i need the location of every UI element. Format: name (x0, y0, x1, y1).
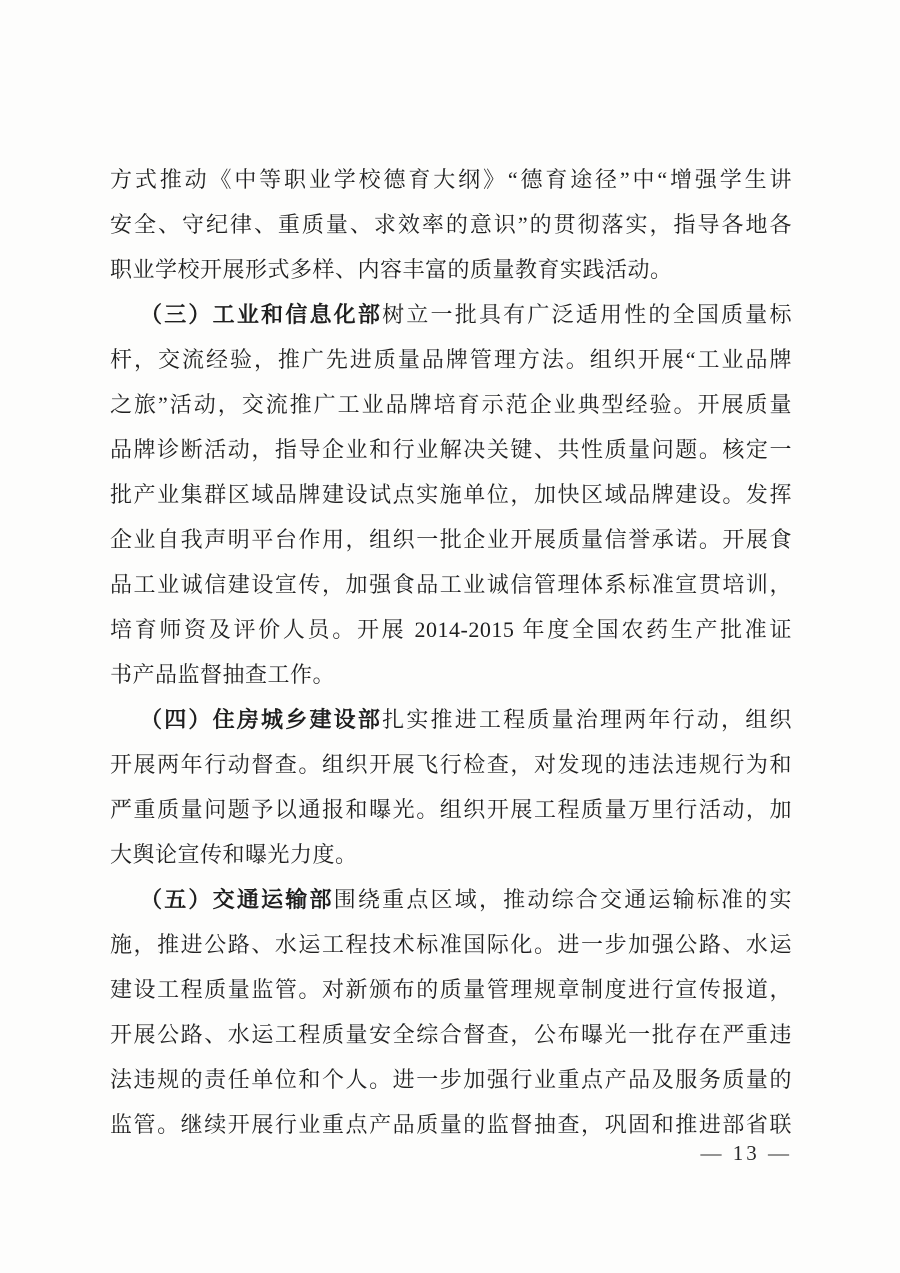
section-heading-runon-text: 扎实推进工程质量治理两年行动，组织 (382, 707, 792, 732)
section-heading-mohurd: （四）住房城乡建设部 (140, 707, 383, 732)
text-line: 品工业诚信建设宣传，加强食品工业诚信管理体系标准宣贯培训， (110, 572, 792, 597)
section-heading-runon-text: 树立一批具有广泛适用性的全国质量标 (382, 302, 792, 327)
section-heading-runon-text: 围绕重点区域，推动综合交通运输标准的实 (333, 887, 792, 912)
section-heading-miit: （三）工业和信息化部 (140, 302, 383, 327)
document-body (110, 157, 792, 1147)
text-line: 监管。继续开展行业重点产品质量的监督抽查，巩固和推进部省联 (110, 1112, 792, 1137)
paragraph-mohurd (110, 697, 792, 877)
text-line: 开展公路、水运工程质量安全综合督查，公布曝光一批存在严重违 (110, 1022, 792, 1047)
text-line: 之旅”活动，交流推广工业品牌培育示范企业典型经验。开展质量 (110, 392, 792, 417)
text-line: 法违规的责任单位和个人。进一步加强行业重点产品及服务质量的 (110, 1067, 792, 1092)
text-line: 方式推动《中等职业学校德育大纲》“德育途径”中“增强学生讲 (110, 167, 792, 192)
text-line: 批产业集群区域品牌建设试点实施单位，加快区域品牌建设。发挥 (110, 482, 792, 507)
text-line: 安全、守纪律、重质量、求效率的意识”的贯彻落实，指导各地各 (110, 212, 792, 237)
text-line: 培育师资及评价人员。开展 2014-2015 年度全国农药生产批准证 (110, 617, 792, 642)
text-line: 严重质量问题予以通报和曝光。组织开展工程质量万里行活动，加 (110, 797, 792, 822)
text-line: 建设工程质量监管。对新颁布的质量管理规章制度进行宣传报道， (110, 977, 792, 1002)
text-line: 大舆论宣传和曝光力度。 (110, 842, 358, 867)
text-line (110, 877, 792, 922)
text-line: 书产品监督抽查工作。 (110, 662, 336, 687)
text-line: 杆，交流经验，推广先进质量品牌管理方法。组织开展“工业品牌 (110, 347, 792, 372)
text-line: 品牌诊断活动，指导企业和行业解决关键、共性质量问题。核定一 (110, 437, 792, 462)
paragraph-continuation (110, 157, 792, 292)
text-line: 企业自我声明平台作用，组织一批企业开展质量信誉承诺。开展食 (110, 527, 792, 552)
text-line: 施，推进公路、水运工程技术标准国际化。进一步加强公路、水运 (110, 932, 792, 957)
paragraph-miit (110, 292, 792, 697)
paragraph-mot (110, 877, 792, 1147)
text-line: 开展两年行动督查。组织开展飞行检查，对发现的违法违规行为和 (110, 752, 792, 777)
text-line (110, 697, 792, 742)
section-heading-mot: （五）交通运输部 (140, 887, 334, 912)
page-number: — 13 — (700, 1141, 792, 1165)
text-line: 职业学校开展形式多样、内容丰富的质量教育实践活动。 (110, 257, 673, 282)
text-line (110, 292, 792, 337)
